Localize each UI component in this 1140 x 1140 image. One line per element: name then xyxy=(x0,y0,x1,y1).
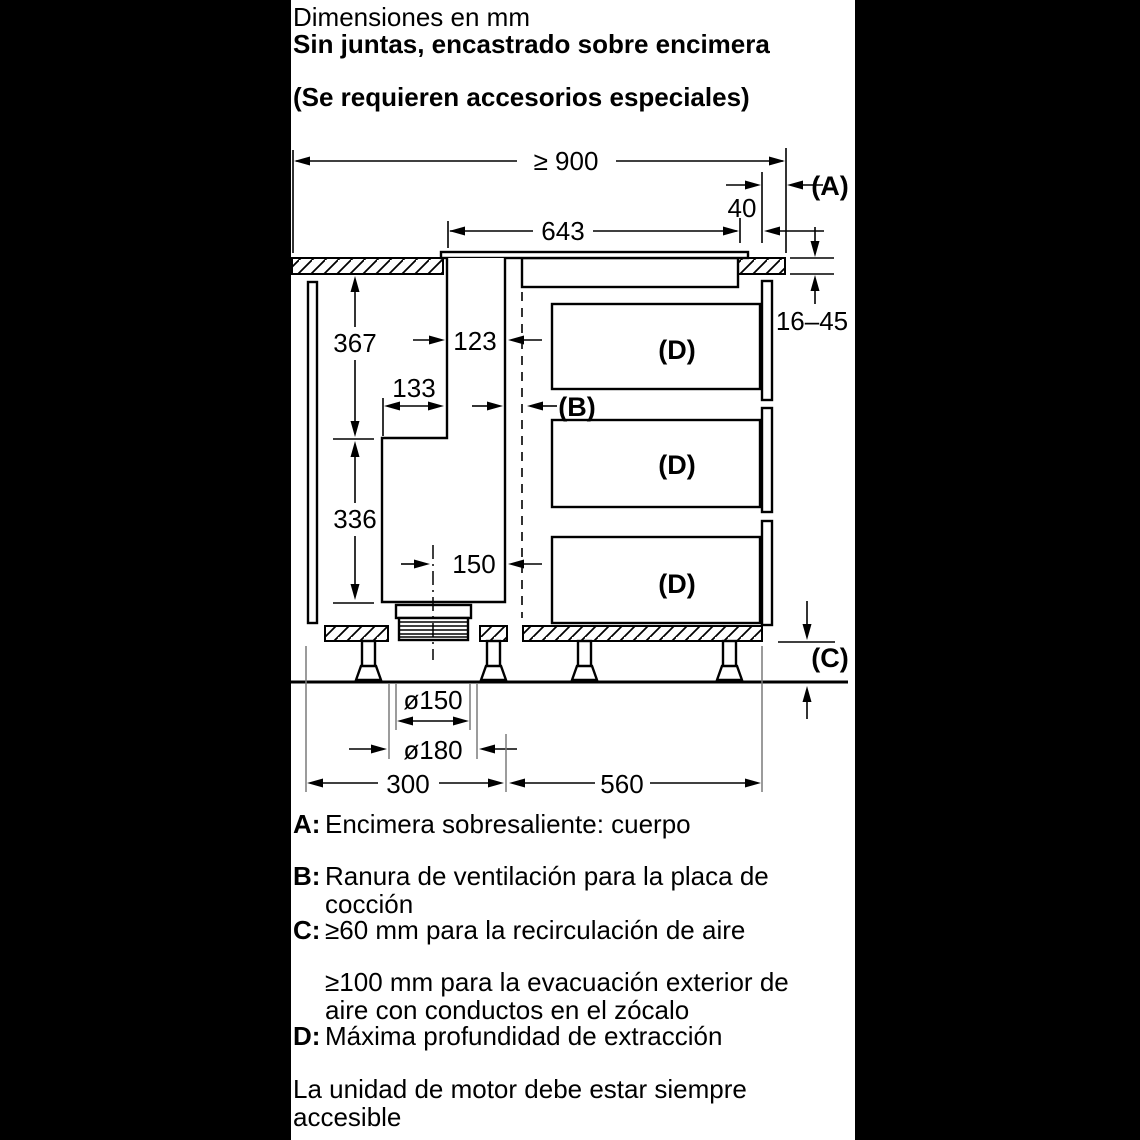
legend-b-text-line2: cocción xyxy=(325,889,414,919)
dim-label-40: 40 xyxy=(727,193,757,223)
plinth-left xyxy=(325,626,388,641)
dim-label-150: 150 xyxy=(452,549,496,579)
dim-label-d180: ø180 xyxy=(403,735,463,765)
title-mounting: Sin juntas, encastrado sobre encimera xyxy=(293,29,770,59)
left-side-panel xyxy=(308,282,317,623)
ref-label-b: (B) xyxy=(558,392,596,422)
letterbox-right xyxy=(855,0,1140,1140)
dim-label-d150: ø150 xyxy=(403,685,463,715)
drawer-2 xyxy=(552,420,760,507)
ref-label-c: (C) xyxy=(811,643,849,673)
dim-label-total-width: ≥ 900 xyxy=(533,146,599,176)
dim-hob-width xyxy=(448,216,740,248)
hob-glass-top xyxy=(441,252,748,258)
legend-c-key: C: xyxy=(293,915,321,945)
cabinet-feet xyxy=(356,641,742,680)
dim-motor-box-offset xyxy=(383,373,444,436)
plinth-right xyxy=(523,626,762,641)
dim-label-133: 133 xyxy=(392,373,436,403)
legend-a-key: A: xyxy=(293,809,321,839)
right-side-panel xyxy=(762,281,772,625)
dim-label-367: 367 xyxy=(333,328,377,358)
hob-body xyxy=(522,258,738,287)
legend-a-text: Encimera sobresaliente: cuerpo xyxy=(325,809,691,839)
letterbox-left xyxy=(0,0,291,1140)
dim-label-336: 336 xyxy=(333,504,377,534)
drawer-1-label: (D) xyxy=(658,335,696,365)
motor-note-line1: La unidad de motor debe estar siempre xyxy=(293,1074,747,1104)
drawer-3 xyxy=(552,537,760,623)
dim-plinth-clearance-c xyxy=(778,601,849,719)
dim-motor-box-height xyxy=(333,441,377,603)
dim-pipe-diameters xyxy=(349,684,517,765)
legend-d-key: D: xyxy=(293,1021,321,1051)
plinth-middle xyxy=(480,626,507,641)
dim-label-643: 643 xyxy=(541,216,585,246)
legend-d-text: Máxima profundidad de extracción xyxy=(325,1021,723,1051)
plinth-panels xyxy=(325,626,762,641)
dim-label-123: 123 xyxy=(453,326,497,356)
motor-note-line2: accesible xyxy=(293,1102,402,1132)
title-accessories: (Se requieren accesorios especiales) xyxy=(293,82,750,112)
legend-b-text-line1: Ranura de ventilación para la placa de xyxy=(325,861,769,891)
drawers xyxy=(552,304,760,623)
drawer-2-label: (D) xyxy=(658,450,696,480)
title-units: Dimensiones en mm xyxy=(293,2,530,32)
dim-label-560: 560 xyxy=(600,769,644,799)
ref-label-a: (A) xyxy=(811,171,849,201)
dim-label-300: 300 xyxy=(386,769,430,799)
worktop-left-hatched xyxy=(292,258,443,274)
dim-label-16-45: 16–45 xyxy=(775,306,849,336)
dim-total-width xyxy=(293,146,786,253)
legend-c-text: ≥60 mm para la recirculación de aire xyxy=(325,915,746,945)
legend-c-extra-line1: ≥100 mm para la evacuación exterior de xyxy=(325,967,789,997)
dim-overhang-a xyxy=(726,171,849,243)
worktop-right-hatched xyxy=(738,258,785,274)
drawer-1 xyxy=(552,304,760,389)
drawer-3-label: (D) xyxy=(658,569,696,599)
legend-c-extra-line2: aire con conductos en el zócalo xyxy=(325,995,690,1025)
legend-b-key: B: xyxy=(293,861,321,891)
dim-upper-depth xyxy=(333,276,377,439)
